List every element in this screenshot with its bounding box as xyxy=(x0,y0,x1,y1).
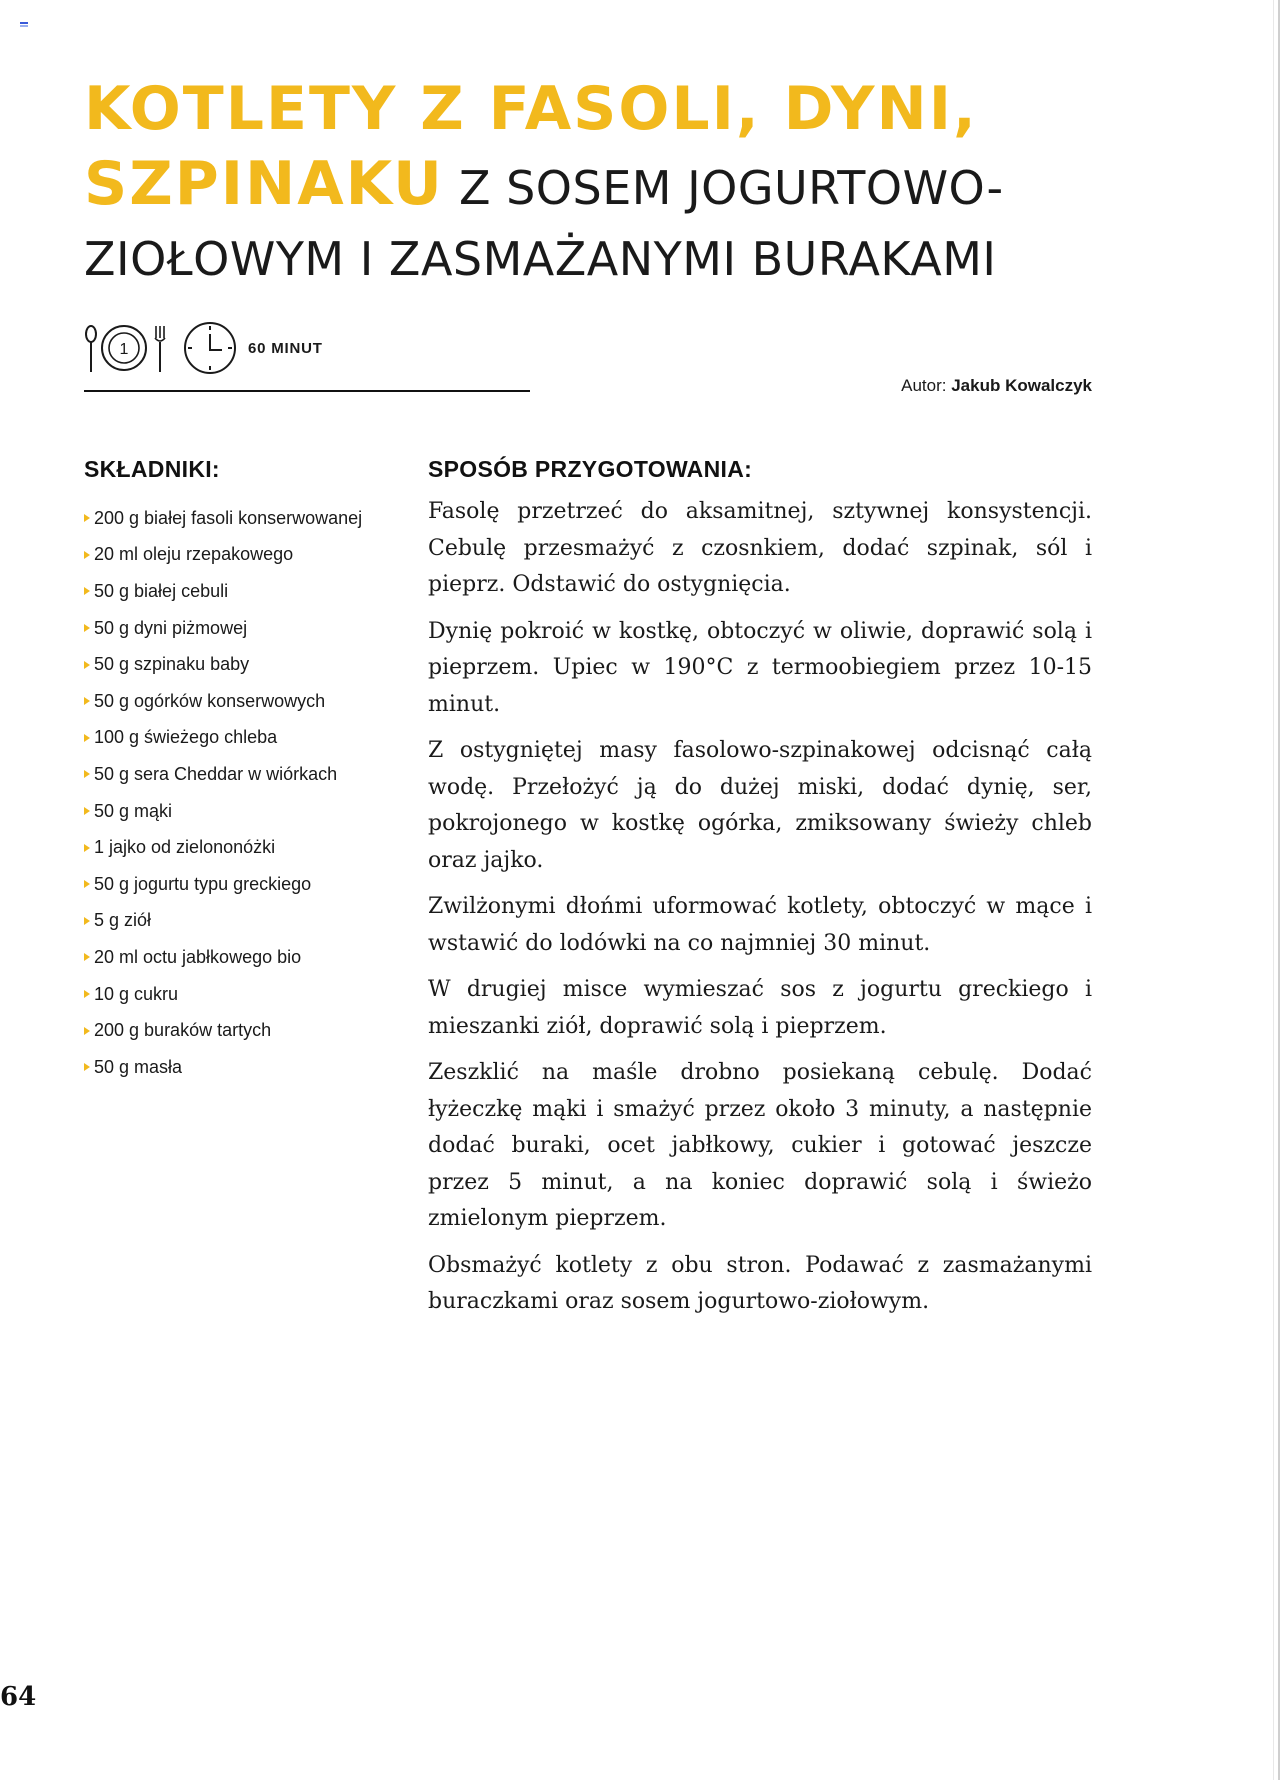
title-light-part1: Z SOSEM JOGURTOWO- xyxy=(443,161,1004,215)
ingredient-item xyxy=(84,793,414,830)
ingredient-item xyxy=(84,1049,414,1086)
bullet-icon xyxy=(84,953,90,961)
page-edge-inner xyxy=(1273,0,1274,1780)
ingredient-item xyxy=(84,976,414,1013)
ingredient-item xyxy=(84,646,414,683)
bullet-icon xyxy=(84,1027,90,1035)
servings-number: 1 xyxy=(119,341,129,358)
ingredient-text: 10 g cukru xyxy=(94,983,179,1004)
author xyxy=(901,376,1092,396)
preparation-step: Zeszklić na maśle drobno posiekaną cebulę. Dodać łyżeczkę mąki i smażyć przez około 3 minuty, a następnie dodać buraki, ocet jabłkowy, cukier i gotować jeszcze przez 5 minut, a na koniec doprawić solą i świeżo zmielonym pieprzem. xyxy=(428,1060,1092,1231)
bullet-icon xyxy=(84,880,90,888)
ingredient-item xyxy=(84,610,414,647)
preparation-step: Fasolę przetrzeć do aksamitnej, sztywnej konsystencji. Cebulę przesmażyć z czosnkiem, dodać szpinak, sól i pieprz. Odstawić do ostygnięcia. xyxy=(428,499,1092,597)
ingredient-item xyxy=(84,939,414,976)
preparation-step: Zwilżonymi dłońmi uformować kotlety, obtoczyć w mące i wstawić do lodówki na co najmniej 30 minut. xyxy=(428,894,1092,956)
ingredient-text: 50 g białej cebuli xyxy=(94,580,229,601)
ingredients-list xyxy=(84,500,414,1086)
preparation-heading: SPOSÓB PRZYGOTOWANIA: xyxy=(428,456,753,482)
ingredient-item xyxy=(84,537,414,574)
bullet-icon xyxy=(84,697,90,705)
clock-icon xyxy=(182,320,238,376)
bullet-icon xyxy=(84,551,90,559)
ingredient-item xyxy=(84,683,414,720)
ingredient-text: 1 jajko od zielononóżki xyxy=(94,837,276,858)
ingredient-text: 200 g buraków tartych xyxy=(94,1020,272,1041)
corner-mark xyxy=(20,22,28,28)
bullet-icon xyxy=(84,917,90,925)
recipe-meta xyxy=(84,322,323,374)
preparation-steps xyxy=(428,494,1092,1331)
ingredient-text: 50 g sera Cheddar w wiórkach xyxy=(94,763,338,784)
ingredient-text: 50 g szpinaku baby xyxy=(94,654,250,675)
bullet-icon xyxy=(84,734,90,742)
meta-divider xyxy=(84,390,530,392)
preparation-step: Dynię pokroić w kostkę, obtoczyć w oliwie, doprawić solą i pieprzem. Upiec w 190°C z termoobiegiem przez 10-15 minut. xyxy=(428,618,1092,717)
author-name: Jakub Kowalczyk xyxy=(951,376,1092,395)
page-number: 64 xyxy=(0,1682,37,1712)
ingredient-text: 50 g dyni piżmowej xyxy=(94,617,248,638)
prep-time: 60 MINUT xyxy=(248,339,323,357)
bullet-icon xyxy=(84,661,90,669)
title-light-part2: ZIOŁOWYM I ZASMAŻANYMI BURAKAMI xyxy=(84,232,997,286)
preparation-step: W drugiej misce wymieszać sos z jogurtu greckiego i mieszanki ziół, doprawić solą i pieprzem. xyxy=(428,977,1092,1039)
bullet-icon xyxy=(84,990,90,998)
ingredient-text: 20 ml octu jabłkowego bio xyxy=(94,946,302,967)
ingredient-text: 50 g masła xyxy=(94,1056,183,1077)
ingredient-text: 5 g ziół xyxy=(94,910,152,931)
ingredient-item xyxy=(84,756,414,793)
ingredient-item xyxy=(84,1012,414,1049)
author-label: Autor: xyxy=(901,376,947,395)
recipe-title xyxy=(84,76,1114,297)
preparation-step: Z ostygniętej masy fasolowo-szpinakowej odcisnąć całą wodę. Przełożyć ją do dużej miski, dodać dynię, ser, pokrojonego w kostkę ogórka, zmiksowany świeży chleb oraz jajko. xyxy=(428,738,1092,873)
ingredient-text: 100 g świeżego chleba xyxy=(94,727,278,748)
preparation-step: Obsmażyć kotlety z obu stron. Podawać z zasmażanymi buraczkami oraz sosem jogurtowo-ziołowym. xyxy=(428,1252,1092,1314)
bullet-icon xyxy=(84,624,90,632)
bullet-icon xyxy=(84,770,90,778)
ingredient-text: 20 ml oleju rzepakowego xyxy=(94,544,294,565)
ingredients-heading: SKŁADNIKI: xyxy=(84,456,220,482)
ingredient-text: 50 g ogórków konserwowych xyxy=(94,690,326,711)
ingredient-item xyxy=(84,573,414,610)
bullet-icon xyxy=(84,844,90,852)
ingredient-item xyxy=(84,500,414,537)
ingredient-item xyxy=(84,866,414,903)
ingredient-text: 200 g białej fasoli konserwowanej xyxy=(94,507,363,528)
title-bold-line2: SZPINAKU xyxy=(84,149,444,219)
ingredient-text: 50 g mąki xyxy=(94,800,173,821)
bullet-icon xyxy=(84,587,90,595)
ingredient-text: 50 g jogurtu typu greckiego xyxy=(94,873,312,894)
ingredient-item xyxy=(84,720,414,757)
ingredient-item xyxy=(84,829,414,866)
bullet-icon xyxy=(84,1063,90,1071)
bullet-icon xyxy=(84,807,90,815)
plate-cutlery-icon xyxy=(84,322,168,374)
ingredient-item xyxy=(84,903,414,940)
bullet-icon xyxy=(84,514,90,522)
title-bold-line1: KOTLETY Z FASOLI, DYNI, xyxy=(84,74,978,144)
